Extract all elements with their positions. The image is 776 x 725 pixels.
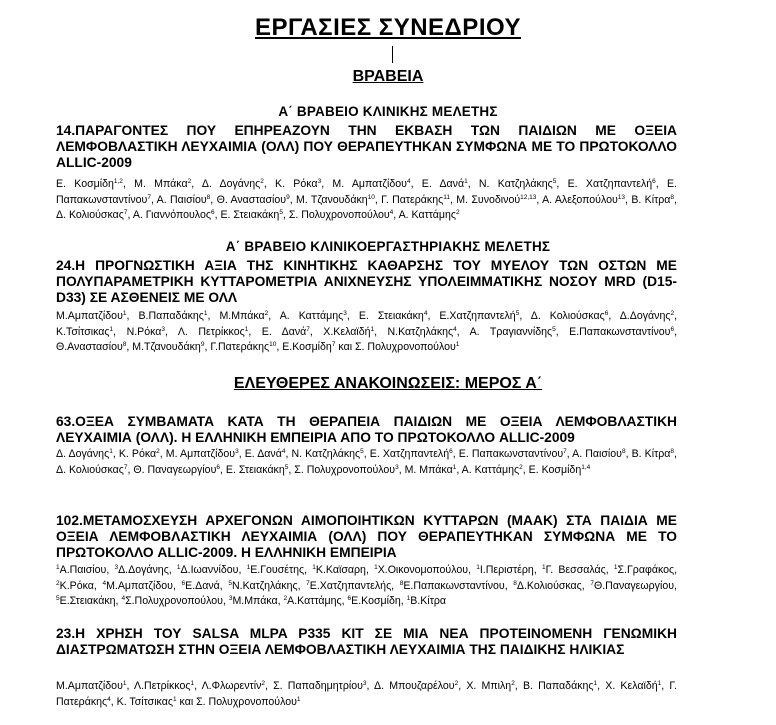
author-name: Ε.Στειακάκη xyxy=(59,595,116,607)
author-name: Μ.Αμπατζίδου xyxy=(56,680,123,692)
author-entry xyxy=(56,680,127,692)
author-entry xyxy=(381,194,450,206)
author-entry xyxy=(323,326,374,338)
author-entry xyxy=(405,464,457,476)
author-entry xyxy=(523,680,597,692)
author-name: Κ.Τσίτσικας xyxy=(56,325,110,338)
author-entry xyxy=(407,595,446,607)
author-affiliation: 6 xyxy=(347,595,352,602)
author-affiliation: 7 xyxy=(590,579,594,587)
author-affiliation: 1 xyxy=(203,310,208,317)
author-affiliation: 1 xyxy=(312,564,316,571)
section-heading-awards: ΒΡΑΒΕΙΑ xyxy=(352,68,424,85)
author-name: Λ.Φλωρεντίν xyxy=(201,680,262,692)
author-affiliation: 7 xyxy=(331,341,336,348)
author-entry xyxy=(459,448,567,460)
author-entry xyxy=(202,680,265,692)
author-affiliation: 4 xyxy=(423,310,428,317)
author-entry xyxy=(56,209,128,221)
author-name: Θ. Παναγεωργίου xyxy=(133,463,217,476)
author-entry xyxy=(306,580,391,592)
author-entry xyxy=(572,448,625,460)
author-affiliation: 12,13 xyxy=(520,193,537,201)
author-affiliation: 7 xyxy=(306,579,310,587)
author-entry xyxy=(388,326,457,338)
author-name: Δ.Κολιούσκας xyxy=(516,579,582,592)
author-entry xyxy=(631,194,674,206)
document-title: ΕΡΓΑΣΙΕΣ ΣΥΝΕΔΡΙΟΥ xyxy=(255,14,521,41)
author-name: Μ.Αμπατζίδου xyxy=(106,579,173,592)
author-name: Σ. Πολυχρονοπούλου xyxy=(288,209,390,221)
author-entry xyxy=(374,564,468,576)
author-name: Μ.Μπάκα xyxy=(232,595,278,607)
author-entry xyxy=(56,580,94,592)
author-name: Θ.Αναστασίου xyxy=(56,341,123,353)
author-affiliation: 1 xyxy=(176,564,181,571)
author-affiliation: 5 xyxy=(284,463,289,471)
author-name: Α. Παισίου xyxy=(156,193,207,206)
author-name: Ε.Κοσμίδη xyxy=(282,341,332,353)
author-name: Β.Κίτρα xyxy=(410,595,447,607)
author-entry xyxy=(134,178,191,190)
author-name: Β.Παπαδάκης xyxy=(138,310,204,322)
author-affiliation: 2 xyxy=(187,178,192,185)
author-name: Χ.Οικονομοπούλου xyxy=(377,564,469,576)
author-affiliation: 3 xyxy=(228,595,233,602)
author-entry xyxy=(138,310,207,322)
author-affiliation: 6 xyxy=(670,325,675,333)
author-entry xyxy=(359,310,428,322)
author-affiliation: 10 xyxy=(269,341,277,348)
author-affiliation: 1 xyxy=(122,680,127,687)
author-affiliation: 1 xyxy=(593,680,598,687)
author-name: Β. Κίτρα xyxy=(631,448,671,460)
author-entry xyxy=(568,178,656,190)
author-affiliation: 1 xyxy=(190,680,195,687)
author-name: Χ. Κελαϊδή xyxy=(605,680,658,692)
author-name: Μ.Τζανουδάκη xyxy=(132,341,201,353)
author-name: Γ. Πατεράκης xyxy=(56,680,677,708)
author-entry xyxy=(210,341,276,353)
author-affiliation: 1 xyxy=(109,325,114,333)
author-affiliation: 1 xyxy=(452,463,457,471)
author-name: Ε. Δανά xyxy=(244,448,282,460)
author-affiliation: 1,2 xyxy=(113,178,123,185)
author-entry xyxy=(56,464,128,476)
author-affiliation: 9 xyxy=(286,193,290,201)
author-entry xyxy=(542,194,625,206)
author-name: Μ.Μπάκα xyxy=(219,310,265,322)
author-entry xyxy=(422,178,468,190)
author-entry xyxy=(374,680,458,692)
author-entry xyxy=(312,564,366,576)
author-entry xyxy=(280,310,347,322)
author-affiliation: 7 xyxy=(123,463,128,471)
author-name: Ι.Περιστέρη xyxy=(479,564,534,576)
author-affiliation: 1 xyxy=(244,325,249,333)
author-name: Ε. Δανά xyxy=(261,325,307,338)
author-name: Ε.Χατζηπαντελής xyxy=(309,579,392,592)
author-affiliation: 2 xyxy=(511,680,515,687)
author-entry xyxy=(133,464,220,476)
author-affiliation: 1 xyxy=(246,564,251,571)
author-entry xyxy=(332,178,410,190)
author-entry xyxy=(476,564,534,576)
author-entry xyxy=(228,580,297,592)
author-affiliation: 4 xyxy=(406,178,411,185)
author-name: Δ. Δογάνης xyxy=(56,448,110,460)
author-affiliation: 3 xyxy=(395,463,399,471)
author-affiliation: 5 xyxy=(56,595,60,602)
author-entry xyxy=(245,448,286,460)
author-entry xyxy=(114,564,168,576)
author-entry xyxy=(284,595,342,607)
author-entry xyxy=(56,178,123,190)
author-entry xyxy=(466,680,514,692)
author-affiliation: 10 xyxy=(367,193,375,201)
author-name: Δ. Δογάνης xyxy=(201,178,261,190)
author-name: Δ. Κολιούσκας xyxy=(56,209,124,221)
author-affiliation: 4 xyxy=(121,595,126,602)
author-affiliation: 1 xyxy=(122,310,127,317)
author-name: Σ. Πολυχρονοπούλου xyxy=(355,341,456,353)
author-entry xyxy=(127,326,165,338)
author-name: Δ.Δογάνης xyxy=(118,564,169,576)
author-entry xyxy=(296,194,375,206)
author-entry xyxy=(348,595,401,607)
author-affiliation: 1 xyxy=(374,564,378,571)
author-name: Λ.Πετρίκκος xyxy=(134,680,191,692)
author-name: Ε. Στειακάκη xyxy=(225,463,285,476)
author-name: Κ. Ρόκα xyxy=(118,448,157,460)
author-affiliation: 13 xyxy=(617,193,626,201)
author-name: Γ. Βεσσαλάς xyxy=(545,564,606,576)
author-affiliation: 8 xyxy=(206,193,211,201)
author-entry xyxy=(157,194,211,206)
author-affiliation: 2 xyxy=(264,310,269,317)
author-entry xyxy=(470,326,556,338)
author-affiliation: 5 xyxy=(552,178,557,185)
author-entry xyxy=(399,209,460,221)
author-entry xyxy=(605,680,661,692)
author-affiliation: 8 xyxy=(513,579,517,587)
author-entry xyxy=(177,564,239,576)
author-name: Θ.Παναγεωργίου xyxy=(593,579,675,592)
paper-authors-102: $^1$Α.Παισίου, $^3$Δ.Δογάνης, $^1$Δ.Ιωαννίδου, $^1$Ε.Γουσέτης, $^1$Κ.Καϊσαρη, $^1$Χ.Οικονομοπούλου, $^1$Ι.Περιστέρη, $^1$Γ. Βεσσαλάς, $^1$Σ.Γραφάκος, $^2$Κ.Ρόκα, $^4$Μ.Αμπατζίδου, $^6$Ε.Δανά, $^5$Ν.Κατζηλάκης, $^7$Ε.Χατζηπαντελής, $^8$Ε.Παπακωνσταντίνου, $^8$Δ.Κολιούσκας, $^7$Θ.Παναγεωργίου, $^5$Ε.Στειακάκη, $^4$Σ.Πολυχρονοπούλου, $^3$Μ.Μπάκα, $^2$Α.Καττάμης, $^6$Ε.Κοσμίδη, $^1$Β.Κίτρα xyxy=(56,564,678,607)
author-affiliation: 4 xyxy=(102,579,107,587)
author-name: Δ. Μπουζαρέλου xyxy=(374,680,455,692)
author-entry xyxy=(542,564,606,576)
author-affiliation: 4 xyxy=(389,209,394,216)
author-entry xyxy=(56,564,106,576)
author-entry xyxy=(275,178,321,190)
author-affiliation: 8 xyxy=(399,579,404,587)
author-entry xyxy=(121,595,222,607)
author-name: Ε. Κοσμίδη xyxy=(528,463,582,476)
author-name: Δ.Ιωαννίδου xyxy=(180,564,239,576)
author-name: Ε. Χατζηπαντελή xyxy=(369,448,450,460)
author-entry xyxy=(569,326,674,338)
author-name: Ε. Χατζηπαντελή xyxy=(567,178,653,190)
author-name: Μ. Τζανουδάκη xyxy=(295,193,368,206)
author-name: Κ. Ρόκα xyxy=(275,178,318,190)
author-affiliation: 6 xyxy=(216,463,220,471)
author-entry xyxy=(456,194,536,206)
author-affiliation: 5 xyxy=(279,209,283,216)
author-name: Χ. Μπιλη xyxy=(466,680,512,692)
author-affiliation: 5 xyxy=(228,579,232,587)
author-affiliation: 1,4 xyxy=(581,463,591,471)
author-entry xyxy=(229,595,278,607)
author-entry xyxy=(620,310,674,322)
author-affiliation: 7 xyxy=(123,209,128,216)
author-name: Α. Καττάμης xyxy=(461,463,520,476)
author-name: Ε. Παπακωνσταντίνου xyxy=(458,448,564,460)
author-name: Ν.Ρόκα xyxy=(126,325,162,338)
author-affiliation: 1 xyxy=(109,448,113,455)
author-entry xyxy=(178,326,249,338)
author-name: Σ. Παπαδημητρίου xyxy=(273,680,363,692)
author-entry xyxy=(217,194,290,206)
author-affiliation: 6 xyxy=(210,209,215,216)
author-name: Α. Καττάμης xyxy=(398,209,457,221)
paper-authors-23: Μ.Αμπατζίδου$^1$, Λ.Πετρίκκος$^1$, Λ.Φλωρεντίν$^2$, Σ. Παπαδημητρίου$^3$, Δ. Μπουζαρέλου$^2$, Χ. Μπιλη$^2$, Β. Παπαδάκης$^1$, Χ. Κελαϊδή$^1$, Γ. Πατεράκης$^4$, Κ. Τσίτσικας$^1$ και Σ. Πολυχρονοπούλου$^1$ xyxy=(56,680,677,708)
author-affiliation: 11 xyxy=(443,193,450,201)
author-name: Δ.Δογάνης xyxy=(619,310,671,322)
author-name: Δ. Κολιούσκας xyxy=(56,463,124,476)
author-entry: και Σ. Πολυχρονοπούλου$^1$ xyxy=(338,341,460,353)
author-entry xyxy=(247,564,305,576)
author-affiliation: 4 xyxy=(107,695,111,703)
author-entry xyxy=(531,310,609,322)
author-affiliation: 8 xyxy=(621,448,626,455)
author-name: Β. Παπαδάκης xyxy=(522,680,594,692)
author-entry xyxy=(166,448,239,460)
author-affiliation: 4 xyxy=(453,325,457,333)
author-entry: και Σ. Πολυχρονοπούλου$^1$ xyxy=(179,695,301,708)
author-entry xyxy=(119,448,160,460)
paper-title-102: 102.ΜΕΤΑΜΟΣΧΕΥΣΗ ΑΡΧΕΓΟΝΩΝ ΑΙΜΟΠΟΙΗΤΙΚΩΝ ΚΥΤΤΑΡΩΝ (ΜΑΑΚ) ΣΤΑ ΠΑΙΔΙΑ ΜΕ ΟΞΕΙΑ ΛΕΜΦΟΒΛΑΣΤΙΚΗ ΛΕΥΧΑΙΜΙΑ (ΟΛΛ) ΠΟΥ ΘΕΡΑΠΕΥΤΗΚΑΝ ΣΥΜΦΩΝΑ ΜΕ ΤΟ ΠΡΩΤΟΚΟΛΛΟ ALLIC-2009. Η ΕΛΛΗΝΙΚΗ ΕΜΠΕΙΡΙΑ xyxy=(56,513,677,560)
author-name: Γ.Πατεράκης xyxy=(210,341,270,353)
author-name: Δ. Κολιούσκας xyxy=(530,310,605,322)
author-entry xyxy=(226,464,289,476)
author-entry xyxy=(632,448,674,460)
author-entry xyxy=(56,326,113,338)
paper-title-63: 63.ΟΞΕΑ ΣΥΜΒΑΜΑΤΑ ΚΑΤΑ ΤΗ ΘΕΡΑΠΕΙΑ ΠΑΙΔΙΩΝ ΜΕ ΟΞΕΙΑ ΛΕΜΦΟΒΛΑΣΤΙΚΗ ΛΕΥΧΑΙΜΙΑ (ΟΛΛ). Η ΕΛΛΗΝΙΚΗ ΕΜΠΕΙΡΙΑ ΑΠΟ ΤΟ ΠΡΩΤΟΚΟΛΛΟ ALLIC-2009 xyxy=(56,414,677,445)
author-affiliation: 3 xyxy=(114,564,119,571)
author-name: Κ. Τσίτσικας xyxy=(116,695,173,708)
author-name: Σ. Πολυχρονοπούλου xyxy=(196,695,297,708)
author-name: Ε.Δανά xyxy=(185,579,220,592)
paper-authors-14: Ε. Κοσμίδη$^{1,2}$, Μ. Μπάκα$^2$, Δ. Δογάνης$^2$, Κ. Ρόκα$^3$, Μ. Αμπατζίδου$^4$, Ε. Δανά$^1$, Ν. Κατζηλάκης$^5$, Ε. Χατζηπαντελή$^6$, Ε. Παπακωνσταντίνου$^7$, Α. Παισίου$^8$, Θ. Αναστασίου$^9$, Μ. Τζανουδάκη$^{10}$, Γ. Πατεράκης$^{11}$, Μ. Συνοδινού$^{12,13}$, Α. Αλεξοπούλου$^{13}$, Β. Κίτρα$^8$, Δ. Κολιούσκας$^7$, Α. Γιαννόπουλος$^6$, Ε. Στειακάκη$^5$, Σ. Πολυχρονοπούλου$^4$, Α. Καττάμης$^2$ xyxy=(56,178,677,221)
author-name: Κ.Καϊσαρη xyxy=(315,564,366,576)
author-name: Μ.Αμπατζίδου xyxy=(56,310,123,322)
author-name: Μ. Μπάκα xyxy=(134,178,188,190)
author-affiliation: 1 xyxy=(172,695,177,703)
author-name: Ε. Στειακάκη xyxy=(220,209,280,221)
author-entry xyxy=(182,580,220,592)
author-name: Ε.Παπακωνσταντίνου xyxy=(403,579,505,592)
award-heading-clinical: Α΄ ΒΡΑΒΕΙΟ ΚΛΙΝΙΚΗΣ ΜΕΛΕΤΗΣ xyxy=(278,104,498,119)
author-name: Ε. Δανά xyxy=(421,178,465,190)
author-entry xyxy=(282,341,335,353)
author-name: Μ. Αμπατζίδου xyxy=(332,178,407,190)
author-name: Μ. Αμπατζίδου xyxy=(165,448,236,460)
author-entry xyxy=(56,448,113,460)
author-name: Θ. Αναστασίου xyxy=(216,193,287,206)
author-affiliation: 8 xyxy=(122,341,127,348)
author-affiliation: 4 xyxy=(281,448,286,455)
author-name: Ε.Κοσμίδη xyxy=(351,595,401,607)
author-affiliation: 9 xyxy=(200,341,205,348)
author-name: Α. Καττάμης xyxy=(279,310,344,322)
author-entry xyxy=(273,680,366,692)
author-affiliation: 2 xyxy=(283,595,288,602)
author-entry xyxy=(529,464,591,476)
section-heading-free-communications: ΕΛΕΥΘΕΡΕΣ ΑΝΑΚΟΙΝΩΣΕΙΣ: ΜΕΡΟΣ Α΄ xyxy=(233,375,543,392)
author-affiliation: 6 xyxy=(181,579,186,587)
author-entry xyxy=(220,209,283,221)
author-affiliation: 8 xyxy=(670,193,675,201)
author-affiliation: 2 xyxy=(519,463,523,471)
author-affiliation: 5 xyxy=(515,310,520,317)
author-affiliation: 3 xyxy=(343,310,347,317)
author-entry xyxy=(289,209,393,221)
author-affiliation: 1 xyxy=(464,178,468,185)
author-affiliation: 5 xyxy=(552,325,556,333)
author-affiliation: 1 xyxy=(455,341,460,348)
author-name: Α. Τραγιαννίδης xyxy=(469,325,553,338)
author-affiliation: 1 xyxy=(476,564,480,571)
author-name: Α.Παισίου xyxy=(59,564,107,576)
paper-authors-63: Δ. Δογάνης$^1$, Κ. Ρόκα$^2$, Μ. Αμπατζίδου$^3$, Ε. Δανά$^4$, Ν. Κατζηλάκης$^5$, Ε. Χατζηπαντελή$^6$, Ε. Παπακωνσταντίνου$^7$, Α. Παισίου$^8$, Β. Κίτρα$^8$, Δ. Κολιούσκας$^7$, Θ. Παναγεωργίου$^6$, Ε. Στειακάκη$^5$, Σ. Πολυχρονοπούλου$^3$, Μ. Μπάκα$^1$, Α. Καττάμης$^2$, Ε. Κοσμίδη$^{1,4}$ xyxy=(56,448,677,476)
author-entry xyxy=(202,178,264,190)
author-entry xyxy=(291,448,363,460)
author-name: Ε. Κοσμίδη xyxy=(56,178,114,190)
author-entry xyxy=(133,209,215,221)
author-affiliation: 3 xyxy=(362,680,367,687)
author-entry xyxy=(117,696,177,708)
author-affiliation: 6 xyxy=(604,310,609,317)
author-name: Μ. Μπάκα xyxy=(404,463,453,476)
author-affiliation: 1 xyxy=(541,564,546,571)
author-affiliation: 6 xyxy=(652,178,656,185)
author-entry xyxy=(219,310,268,322)
author-entry xyxy=(462,464,523,476)
author-affiliation: 2 xyxy=(454,680,459,687)
author-affiliation: 1 xyxy=(296,695,301,703)
author-affiliation: 8 xyxy=(670,448,675,455)
author-name: Α. Γιαννόπουλος xyxy=(132,209,211,221)
paper-authors-24: Μ.Αμπατζίδου$^1$, Β.Παπαδάκης$^1$, Μ.Μπάκα$^2$, Α. Καττάμης$^3$, Ε. Στειακάκη$^4$, Ε.Χατζηπαντελή$^5$, Δ. Κολιούσκας$^6$, Δ.Δογάνης$^2$, Κ.Τσίτσικας$^1$, Ν.Ρόκα$^3$, Λ. Πετρίκκος$^1$, Ε. Δανά$^7$, Χ.Κελαϊδή$^1$, Ν.Κατζηλάκης$^4$, Α. Τραγιαννίδης$^5$, Ε.Παπακωνσταντίνου$^6$, Θ.Αναστασίου$^8$, Μ.Τζανουδάκη$^9$, Γ.Πατεράκης$^{10}$, Ε.Κοσμίδη$^7$ και Σ. Πολυχρονοπούλου$^1$ xyxy=(56,310,678,353)
author-affiliation: 7 xyxy=(306,325,310,333)
author-affiliation: 3 xyxy=(235,448,239,455)
author-affiliation: 2 xyxy=(261,680,265,687)
author-name: Ε.Παπακωνσταντίνου xyxy=(569,325,671,338)
author-entry xyxy=(56,341,126,353)
author-name: Χ.Κελαϊδή xyxy=(323,325,371,338)
author-name: Κ.Ρόκα xyxy=(59,579,94,592)
paper-title-23: 23.Η ΧΡΗΣΗ ΤΟΥ SALSA MLPA P335 KIT ΣΕ ΜΙΑ ΝΕΑ ΠΡΟΤΕΙΝΟΜΕΝΗ ΓΕΝΩΜΙΚΗ ΔΙΑΣΤΡΩΜΑΤΩΣΗ ΣΤΗΝ ΟΞΕΙΑ ΛΕΜΦΟΒΛΑΣΤΙΚΗ ΛΕΥΧΑΙΜΙΑ ΤΗΣ ΠΑΙΔΙΚΗΣ ΗΛΙΚΙΑΣ xyxy=(56,626,677,657)
author-affiliation: 2 xyxy=(670,310,675,317)
author-name: Ν. Κατζηλάκης xyxy=(291,448,361,460)
author-affiliation: 3 xyxy=(317,178,322,185)
author-affiliation: 2 xyxy=(260,178,264,185)
author-name: Σ.Γραφάκος xyxy=(617,564,675,576)
author-affiliation: 2 xyxy=(56,579,60,587)
author-affiliation: 5 xyxy=(360,448,364,455)
author-entry xyxy=(294,464,398,476)
author-name: Β. Κίτρα xyxy=(631,193,671,206)
author-affiliation: 6 xyxy=(449,448,453,455)
author-affiliation: 1 xyxy=(406,595,411,602)
author-name: Μ. Συνοδινού xyxy=(456,193,521,206)
author-name: Σ. Πολυχρονοπούλου xyxy=(294,463,396,476)
author-name: Σ.Πολυχρονοπούλου xyxy=(125,595,223,607)
author-entry xyxy=(590,580,674,592)
author-name: Ε.Γουσέτης xyxy=(250,564,305,576)
author-affiliation: 7 xyxy=(563,448,567,455)
paper-title-24: 24.Η ΠΡΟΓΝΩΣΤΙΚΗ ΑΞΙΑ ΤΗΣ ΚΙΝΗΤΙΚΗΣ ΚΑΘΑΡΣΗΣ ΤΟΥ ΜΥΕΛΟΥ ΤΩΝ ΟΣΤΩΝ ΜΕ ΠΟΛΥΠΑΡΑΜΕΤΡΙΚΗ ΚΥΤΤΑΡΟΜΕΤΡΙΑ ΑΝΙΧΝΕΥΣΗΣ ΥΠΟΛΕΙΜΜΑΤΙΚΗΣ ΝΟΣΟΥ MRD (D15-D33) ΣΕ ΑΣΘΕΝΕΙΣ ΜΕ ΟΛΛ xyxy=(56,258,677,305)
author-name: Α.Καττάμης xyxy=(287,595,342,607)
author-entry xyxy=(132,341,204,353)
author-entry xyxy=(439,310,519,322)
author-name: Ε. Παπακωνσταντίνου xyxy=(56,178,677,206)
author-entry xyxy=(102,580,173,592)
author-name: Ν.Κατζηλάκης xyxy=(231,579,298,592)
author-name: Α. Αλεξοπούλου xyxy=(542,193,618,206)
author-affiliation: 1 xyxy=(657,680,662,687)
title-connector-line xyxy=(392,46,393,63)
author-name: Ε. Στειακάκη xyxy=(358,310,424,322)
author-entry xyxy=(134,680,194,692)
author-affiliation: 2 xyxy=(456,209,460,216)
author-affiliation: 2 xyxy=(156,448,160,455)
author-affiliation: 1 xyxy=(370,325,375,333)
author-entry xyxy=(262,326,310,338)
author-affiliation: 1 xyxy=(56,564,60,571)
author-affiliation: 3 xyxy=(161,325,166,333)
author-name: Ε.Χατζηπαντελή xyxy=(439,310,516,322)
author-entry xyxy=(56,310,127,322)
author-name: Λ. Πετρίκκος xyxy=(177,325,245,338)
author-name: Ν.Κατζηλάκης xyxy=(387,325,454,338)
author-entry xyxy=(513,580,582,592)
author-name: Γ. Πατεράκης xyxy=(381,193,444,206)
author-name: Ν. Κατζηλάκης xyxy=(478,178,553,190)
award-heading-clinical-lab: Α΄ ΒΡΑΒΕΙΟ ΚΛΙΝΙΚΟΕΡΓΑΣΤΗΡΙΑΚΗΣ ΜΕΛΕΤΗΣ xyxy=(225,239,551,254)
author-name: Α. Παισίου xyxy=(572,448,622,460)
author-entry xyxy=(479,178,557,190)
author-affiliation: 1 xyxy=(613,564,618,571)
author-entry xyxy=(370,448,453,460)
author-entry xyxy=(56,595,116,607)
author-entry xyxy=(400,580,505,592)
author-affiliation: 7 xyxy=(147,193,151,201)
author-entry xyxy=(614,564,674,576)
paper-title-14: 14.ΠΑΡΑΓΟΝΤΕΣ ΠΟΥ ΕΠΗΡΕΑΖΟΥΝ ΤΗΝ ΕΚΒΑΣΗ ΤΩΝ ΠΑΙΔΙΩΝ ΜΕ ΟΞΕΙΑ ΛΕΜΦΟΒΛΑΣΤΙΚΗ ΛΕΥΧΑΙΜΙΑ (ΟΛΛ) ΠΟΥ ΘΕΡΑΠΕΥΤΗΚΑΝ ΣΥΜΦΩΝΑ ΜΕ ΤΟ ΠΡΩΤΟΚΟΛΛΟ ALLIC-2009 xyxy=(56,123,677,170)
